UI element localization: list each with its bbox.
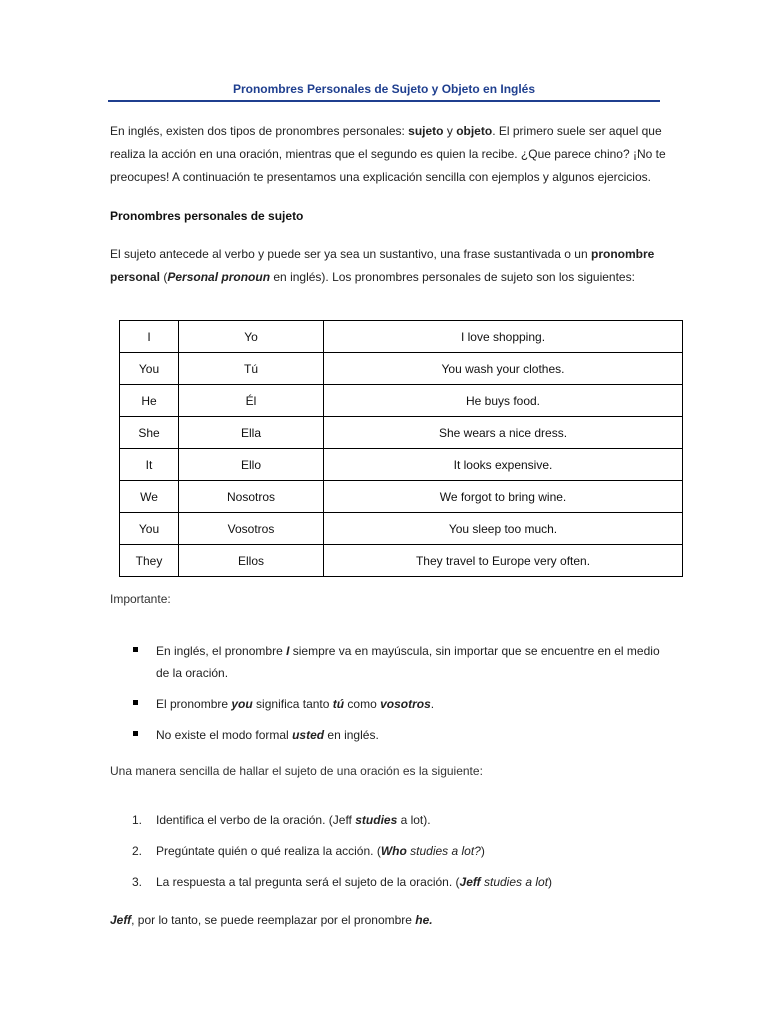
subject-paragraph: El sujeto antecede al verbo y puede ser ya sea un sustantivo, una frase sustantivada o un pronombre personal (Personal pronoun en inglés). Los pronombres personales de sujeto son los siguientes: — [110, 247, 655, 284]
spanish-pronoun-cell: Tú — [179, 353, 324, 385]
bullet-square-icon — [133, 731, 138, 736]
list-item: En inglés, el pronombre I siempre va en mayúscula, sin importar que se encuentre en el medio de la oración. — [130, 640, 670, 684]
spanish-pronoun-cell: Nosotros — [179, 481, 324, 513]
english-pronoun-cell: I — [120, 321, 179, 353]
example-cell: You wash your clothes. — [324, 353, 683, 385]
table-row — [120, 545, 683, 577]
find-subject-paragraph: Una manera sencilla de hallar el sujeto de una oración es la siguiente: — [110, 764, 483, 778]
table-row — [120, 449, 683, 481]
list-item: 3. La respuesta a tal pregunta será el sujeto de la oración. (Jeff studies a lot) — [130, 871, 670, 893]
bullet-square-icon — [133, 700, 138, 705]
steps-list — [130, 809, 670, 902]
table-row — [120, 353, 683, 385]
list-item: El pronombre you significa tanto tú como vosotros. — [130, 693, 670, 715]
table-row — [120, 513, 683, 545]
table-row — [120, 417, 683, 449]
example-cell: I love shopping. — [324, 321, 683, 353]
intro-paragraph: En inglés, existen dos tipos de pronombres personales: sujeto y objeto. El primero suele ser aquel que realiza la acción en una oración, mientras que el segundo es quien la recibe. ¿Que parece chino? ¡No te preocupes! A continuación te presentamos una explicación sencilla con ejemplos y algunos ejercicios. — [110, 124, 666, 184]
spanish-pronoun-cell: Ello — [179, 449, 324, 481]
conclusion-paragraph: Jeff, por lo tanto, se puede reemplazar por el pronombre he. — [110, 913, 433, 927]
example-cell: We forgot to bring wine. — [324, 481, 683, 513]
spanish-pronoun-cell: Ella — [179, 417, 324, 449]
list-item: No existe el modo formal usted en inglés. — [130, 724, 670, 746]
example-cell: They travel to Europe very often. — [324, 545, 683, 577]
section-heading: Pronombres personales de sujeto — [110, 209, 304, 223]
page-title: Pronombres Personales de Sujeto y Objeto en Inglés — [108, 82, 660, 102]
step-number: 3. — [132, 875, 143, 889]
bullet-square-icon — [133, 647, 138, 652]
english-pronoun-cell: You — [120, 513, 179, 545]
english-pronoun-cell: We — [120, 481, 179, 513]
table-row — [120, 385, 683, 417]
important-label: Importante: — [110, 592, 171, 606]
example-cell: She wears a nice dress. — [324, 417, 683, 449]
spanish-pronoun-cell: Ellos — [179, 545, 324, 577]
english-pronoun-cell: They — [120, 545, 179, 577]
example-cell: It looks expensive. — [324, 449, 683, 481]
english-pronoun-cell: She — [120, 417, 179, 449]
list-item: 2. Pregúntate quién o qué realiza la acción. (Who studies a lot?) — [130, 840, 670, 862]
table-row — [120, 321, 683, 353]
list-item: 1. Identifica el verbo de la oración. (Jeff studies a lot). — [130, 809, 670, 831]
subject-pronoun-table — [119, 320, 683, 577]
spanish-pronoun-cell: Él — [179, 385, 324, 417]
spanish-pronoun-cell: Vosotros — [179, 513, 324, 545]
step-number: 2. — [132, 844, 143, 858]
example-cell: He buys food. — [324, 385, 683, 417]
english-pronoun-cell: It — [120, 449, 179, 481]
important-bullet-list — [130, 640, 670, 755]
step-number: 1. — [132, 813, 143, 827]
example-cell: You sleep too much. — [324, 513, 683, 545]
spanish-pronoun-cell: Yo — [179, 321, 324, 353]
table-row — [120, 481, 683, 513]
english-pronoun-cell: You — [120, 353, 179, 385]
english-pronoun-cell: He — [120, 385, 179, 417]
